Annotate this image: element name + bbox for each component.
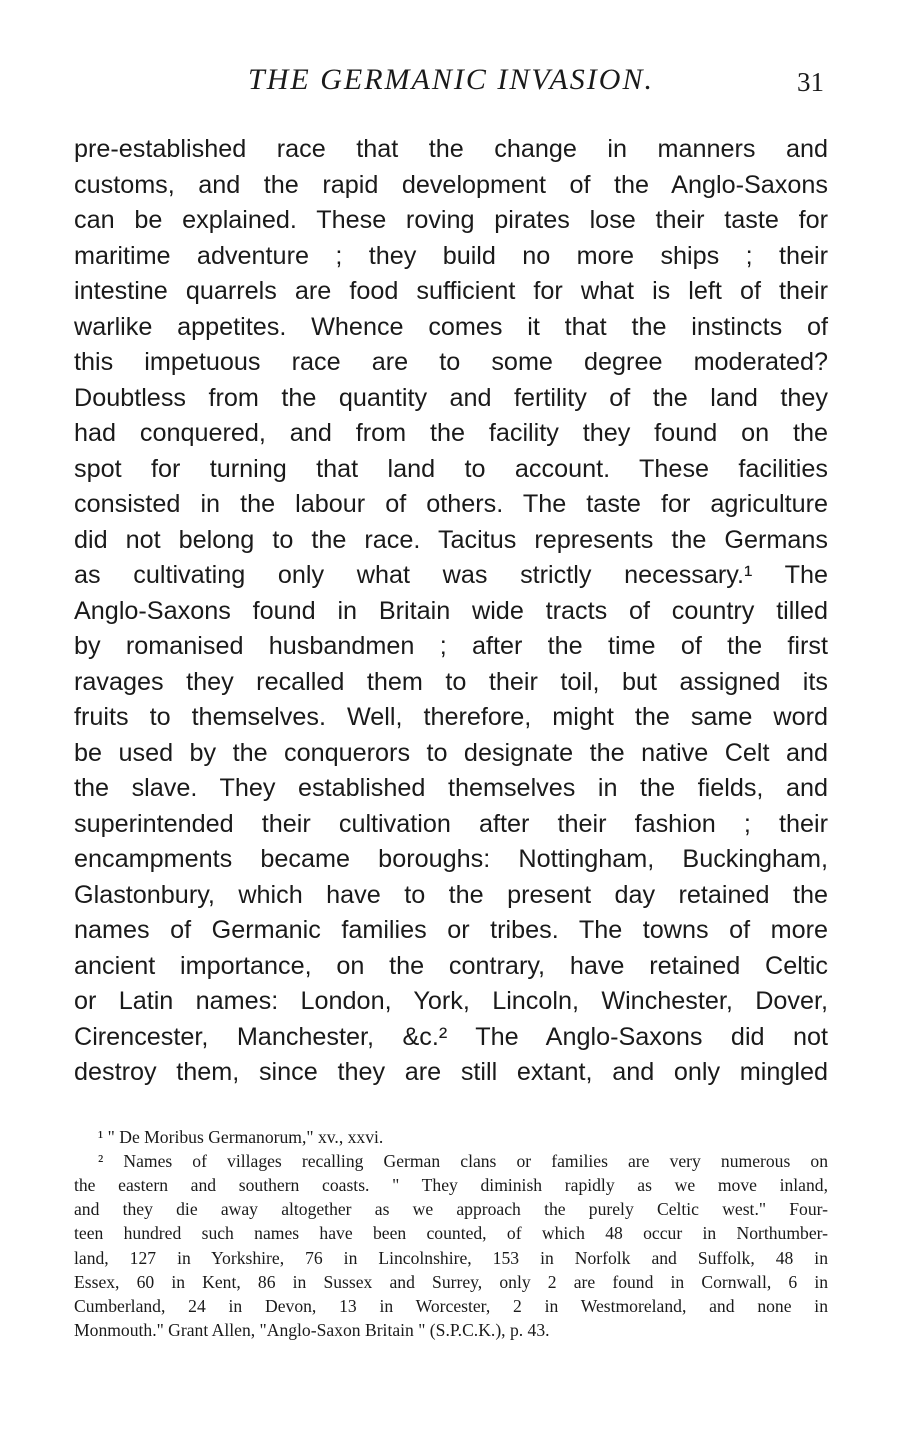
- body-line: fruits to themselves. Well, therefore, might the same word: [74, 703, 828, 731]
- body-line: encampments became boroughs: Nottingham, Buckingham,: [74, 845, 828, 873]
- footnote-2-line: Monmouth." Grant Allen, "Anglo-Saxon Britain " (S.P.C.K.), p. 43.: [74, 1320, 550, 1341]
- page-number: 31: [797, 67, 824, 97]
- body-line: Anglo-Saxons found in Britain wide tracts of country tilled: [74, 596, 828, 625]
- body-line: as cultivating only what was strictly necessary.¹ The: [74, 561, 828, 589]
- body-line: Cirencester, Manchester, &c.² The Anglo-Saxons did not: [74, 1022, 828, 1051]
- body-line: pre-established race that the change in manners and: [74, 135, 828, 163]
- footnotes: [74, 1125, 828, 1343]
- body-line: had conquered, and from the facility they found on the: [74, 419, 828, 447]
- body-line: consisted in the labour of others. The taste for agriculture: [74, 490, 828, 518]
- body-line: this impetuous race are to some degree moderated?: [74, 348, 828, 376]
- body-line: be used by the conquerors to designate the native Celt and: [74, 738, 828, 767]
- body-line: ancient importance, on the contrary, have retained Celtic: [74, 951, 828, 980]
- body-line: can be explained. These roving pirates lose their taste for: [74, 206, 828, 234]
- footnote-2-line: Cumberland, 24 in Devon, 13 in Worcester, 2 in Westmoreland, and none in: [74, 1295, 828, 1316]
- footnote-2-line: and they die away altogether as we approach the purely Celtic west." Four-: [74, 1199, 828, 1220]
- body-line: names of Germanic families or tribes. The towns of more: [74, 916, 828, 944]
- running-head: [74, 60, 828, 100]
- footnote-1: ¹ " De Moribus Germanorum," xv., xxvi.: [98, 1126, 384, 1147]
- body-line: ravages they recalled them to their toil, but assigned its: [74, 667, 828, 696]
- body-line: customs, and the rapid development of the Anglo-Saxons: [74, 170, 828, 199]
- body-line: did not belong to the race. Tacitus represents the Germans: [74, 525, 828, 554]
- body-line: maritime adventure ; they build no more ships ; their: [74, 241, 828, 270]
- footnote-2-line: Essex, 60 in Kent, 86 in Sussex and Surrey, only 2 are found in Cornwall, 6 in: [74, 1271, 828, 1292]
- body-line: or Latin names: London, York, Lincoln, Winchester, Dover,: [74, 987, 828, 1015]
- footnote-2-line: the eastern and southern coasts. " They diminish rapidly as we move inland,: [74, 1174, 828, 1195]
- body-line: the slave. They established themselves in the fields, and: [74, 774, 828, 802]
- body-line: warlike appetites. Whence comes it that the instincts of: [74, 312, 828, 341]
- footnote-2-line: teen hundred such names have been counted, of which 48 occur in Northumber-: [74, 1223, 828, 1244]
- footnote-2-line: land, 127 in Yorkshire, 76 in Lincolnshire, 153 in Norfolk and Suffolk, 48 in: [74, 1247, 828, 1268]
- body-line: superintended their cultivation after their fashion ; their: [74, 809, 828, 838]
- body-line: intestine quarrels are food sufficient for what is left of their: [74, 277, 828, 305]
- body-line: spot for turning that land to account. These facilities: [74, 454, 828, 483]
- body-paragraph: [74, 132, 828, 1091]
- book-page: [74, 60, 828, 1342]
- body-line: destroy them, since they are still extant, and only mingled: [74, 1058, 828, 1086]
- body-line: by romanised husbandmen ; after the time of the first: [74, 632, 828, 660]
- footnote-2-line: ² Names of villages recalling German clans or families are very numerous on: [98, 1150, 828, 1171]
- body-line: Doubtless from the quantity and fertility of the land they: [74, 383, 828, 412]
- running-title: THE GERMANIC INVASION.: [248, 63, 654, 96]
- body-line: Glastonbury, which have to the present day retained the: [74, 880, 828, 909]
